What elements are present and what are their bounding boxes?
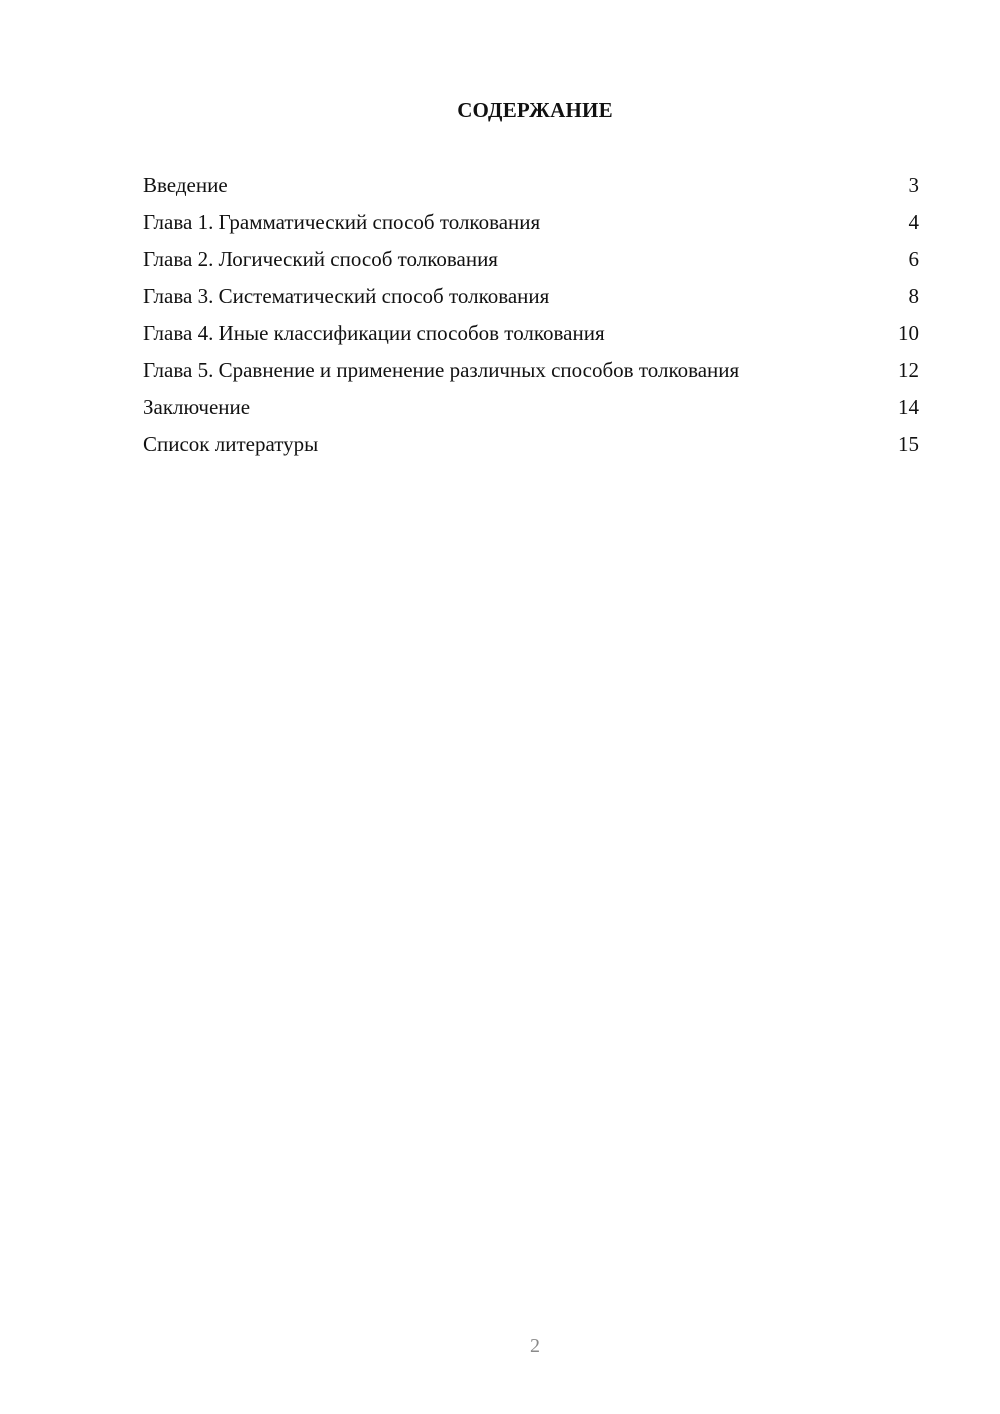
toc-heading: СОДЕРЖАНИЕ xyxy=(457,98,613,122)
toc-entry-references[interactable] xyxy=(143,430,919,458)
toc-entry-label: Глава 4. Иные классификации способов толкования xyxy=(143,321,605,345)
toc-entry-conclusion[interactable] xyxy=(143,393,919,421)
toc-entry-page: 10 xyxy=(898,321,919,345)
toc-entry-page: 4 xyxy=(908,210,919,234)
toc-entry-label: Глава 2. Логический способ толкования xyxy=(143,247,498,271)
toc-entry-chapter-1[interactable] xyxy=(143,208,919,236)
toc-entry-label: Глава 3. Систематический способ толкования xyxy=(143,284,550,308)
toc-entry-chapter-4[interactable] xyxy=(143,319,919,347)
toc-entry-label: Глава 5. Сравнение и применение различных способов толкования xyxy=(143,358,740,382)
toc-entry-label: Введение xyxy=(143,173,228,197)
toc-entry-label: Заключение xyxy=(143,395,251,419)
toc-entry-page: 8 xyxy=(908,284,919,308)
toc-entry-page: 3 xyxy=(908,173,919,197)
toc-entry-page: 14 xyxy=(898,395,919,419)
page-number: 2 xyxy=(530,1335,540,1357)
toc-entry-page: 12 xyxy=(898,358,919,382)
toc-entry-chapter-2[interactable] xyxy=(143,245,919,273)
toc-entry-page: 15 xyxy=(898,432,919,456)
toc-entry-page: 6 xyxy=(908,247,919,271)
toc-entry-chapter-3[interactable] xyxy=(143,282,919,310)
toc-entry-introduction[interactable] xyxy=(143,171,919,199)
toc-entry-chapter-5[interactable] xyxy=(143,356,919,384)
table-of-contents xyxy=(143,171,919,467)
toc-entry-label: Глава 1. Грамматический способ толкования xyxy=(143,210,541,234)
toc-entry-label: Список литературы xyxy=(143,432,319,456)
